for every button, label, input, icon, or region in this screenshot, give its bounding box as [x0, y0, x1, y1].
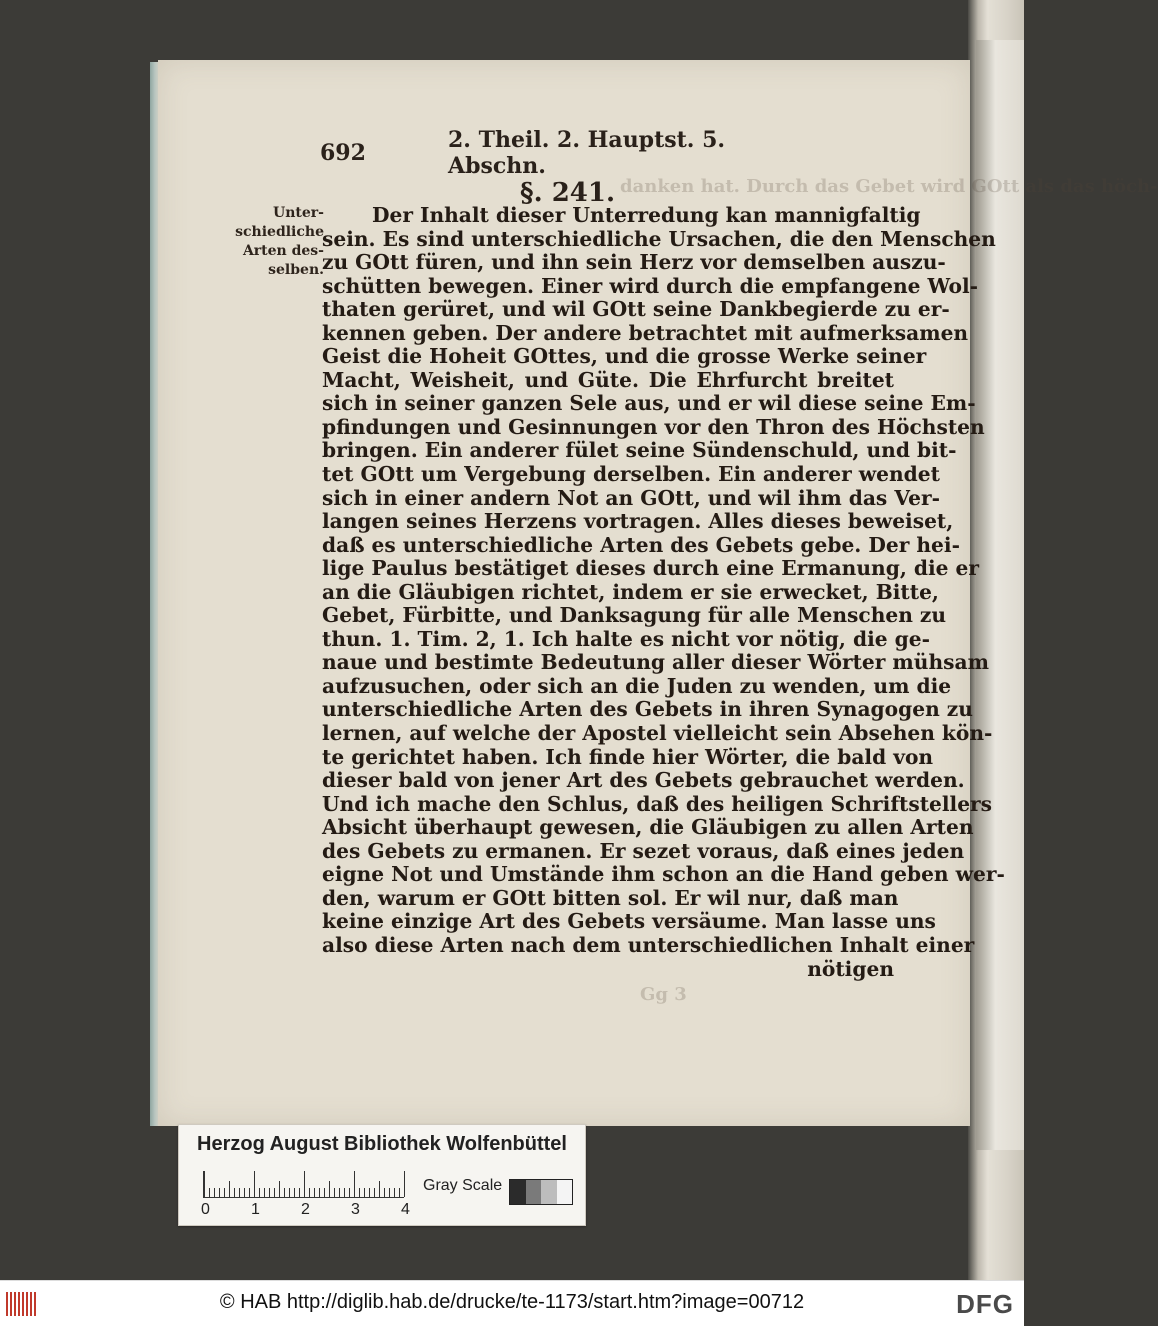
- footer-bar: [0, 1280, 1024, 1326]
- ruler-tick: [274, 1188, 275, 1197]
- marginal-note: [234, 204, 324, 280]
- ruler-tick: [204, 1171, 205, 1197]
- ruler-numbers: [197, 1201, 437, 1221]
- ruler-tick: [339, 1188, 340, 1197]
- text-line: Und ich mache den Schlus, daß des heiligen Schriftstellers: [322, 791, 993, 816]
- text-line: lige Paulus bestätiget dieses durch eine Ermanung, die er: [322, 556, 980, 581]
- text-line: schütten bewegen. Einer wird durch die empfangene Wol-: [322, 273, 979, 298]
- library-name: Herzog August Bibliothek Wolfenbüttel: [197, 1133, 567, 1155]
- dfg-logo: DFG: [956, 1289, 1014, 1319]
- body-text: [322, 203, 1005, 981]
- ruler-tick: [369, 1188, 370, 1197]
- footer-credit: © HAB http://diglib.hab.de/drucke/te-1173/start.htm?image=00712: [219, 1291, 805, 1313]
- section-heading: §. 241.: [520, 178, 616, 208]
- text-line: lernen, auf welche der Apostel vielleicht sein Absehen kön-: [322, 721, 993, 746]
- ruler-number: 3: [351, 1201, 360, 1218]
- running-header: [320, 127, 760, 179]
- scale-ruler: [203, 1171, 404, 1198]
- text-line: kennen geben. Der andere betrachtet mit aufmerksamen: [322, 320, 969, 345]
- ruler-tick: [344, 1188, 345, 1197]
- running-head: 2. Theil. 2. Hauptst. 5. Abschn.: [448, 127, 726, 179]
- gray-patch: [526, 1180, 542, 1204]
- text-line: also diese Arten nach dem unterschiedlichen Inhalt einer: [322, 932, 975, 957]
- text-line: daß es unterschiedliche Arten des Gebets gebe. Der hei-: [322, 532, 960, 557]
- text-line: aufzusuchen, oder sich an die Juden zu wenden, um die: [322, 673, 952, 698]
- ruler-tick: [404, 1171, 405, 1197]
- ruler-tick: [229, 1181, 230, 1197]
- text-line: pfindungen und Gesinnungen vor den Thron des Höchsten: [322, 414, 985, 439]
- text-line: dieser bald von jener Art des Gebets gebrauchet werden.: [322, 768, 965, 793]
- text-line: eigne Not und Umstände ihm schon an die Hand geben wer-: [322, 862, 1005, 887]
- ruler-tick: [239, 1188, 240, 1197]
- text-line: bringen. Ein anderer fület seine Sündenschuld, und bit-: [322, 438, 957, 463]
- gray-patch: [557, 1180, 573, 1204]
- ruler-tick: [304, 1171, 305, 1197]
- ruler-tick: [294, 1188, 295, 1197]
- gray-scale-label: Gray Scale: [423, 1177, 503, 1194]
- page-number: 692: [320, 140, 366, 166]
- text-line: des Gebets zu ermanen. Er sezet voraus, daß eines jeden: [322, 838, 965, 863]
- ruler-tick: [209, 1188, 210, 1197]
- ruler-tick: [284, 1188, 285, 1197]
- text-line: tet GOtt um Vergebung derselben. Ein anderer wendet: [322, 462, 940, 487]
- catchword: nötigen: [807, 956, 894, 981]
- text-line: sich in einer andern Not an GOtt, und wil ihm das Ver-: [322, 485, 940, 510]
- ruler-tick: [354, 1171, 355, 1197]
- text-line: an die Gläubigen richtet, indem er sie erwecket, Bitte,: [322, 579, 939, 604]
- text-line: te gerichtet haben. Ich finde hier Wörter, die bald von: [322, 744, 934, 769]
- text-line: sein. Es sind unterschiedliche Ursachen, die den Menschen: [322, 226, 996, 251]
- ruler-tick: [244, 1188, 245, 1197]
- ruler-tick: [334, 1188, 335, 1197]
- text-line: sich in seiner ganzen Sele aus, und er wil diese seine Em-: [322, 391, 976, 416]
- ruler-tick: [324, 1188, 325, 1197]
- ruler-tick: [299, 1188, 300, 1197]
- text-line: Gebet, Fürbitte, und Danksagung für alle Menschen zu: [322, 603, 947, 628]
- text-line: naue und bestimte Bedeutung aller dieser Wörter mühsam: [322, 650, 989, 675]
- text-line: thaten gerüret, und wil GOtt seine Dankbegierde zu er-: [322, 297, 950, 322]
- ruler-tick: [224, 1188, 225, 1197]
- text-line: Geist die Hoheit GOttes, und die grosse Werke seiner: [322, 344, 927, 369]
- ruler-tick: [254, 1171, 255, 1197]
- gray-patch: [510, 1180, 526, 1204]
- ruler-tick: [259, 1188, 260, 1197]
- ruler-number: 1: [251, 1201, 260, 1218]
- text-line: unterschiedliche Arten des Gebets in ihren Synagogen zu: [322, 697, 973, 722]
- text-line: den, warum er GOtt bitten sol. Er wil nur, daß man: [322, 885, 899, 910]
- ruler-tick: [359, 1188, 360, 1197]
- text-line: zu GOtt füren, und ihn sein Herz vor demselben auszu-: [322, 250, 946, 275]
- ruler-tick: [314, 1188, 315, 1197]
- ruler-tick: [349, 1188, 350, 1197]
- marginal-line: Unter-: [273, 205, 324, 221]
- ruler-tick: [389, 1188, 390, 1197]
- ruler-tick: [379, 1181, 380, 1197]
- ruler-tick: [249, 1188, 250, 1197]
- ruler-tick: [279, 1181, 280, 1197]
- text-line: thun. 1. Tim. 2, 1. Ich halte es nicht vor nötig, die ge-: [322, 626, 930, 651]
- ruler-number: 4: [401, 1201, 410, 1218]
- text-line: keine einzige Art des Gebets versäume. Man lasse uns: [322, 909, 936, 934]
- ruler-tick: [234, 1188, 235, 1197]
- ruler-tick: [384, 1188, 385, 1197]
- ruler-tick: [399, 1188, 400, 1197]
- marginal-line: selben.: [268, 262, 324, 278]
- ruler-tick: [289, 1188, 290, 1197]
- text-line: Der Inhalt dieser Unterredung kan mannigfaltig: [372, 203, 921, 227]
- marginal-line: Arten des-: [242, 243, 324, 259]
- gray-patch: [541, 1180, 557, 1204]
- gray-scale-patches: [509, 1179, 573, 1205]
- ruler-tick: [219, 1188, 220, 1197]
- ruler-tick: [319, 1188, 320, 1197]
- ruler-tick: [309, 1188, 310, 1197]
- ruler-tick: [364, 1188, 365, 1197]
- ruler-number: 0: [201, 1201, 210, 1218]
- color-calibration-card: [178, 1124, 586, 1226]
- ruler-number: 2: [301, 1201, 310, 1218]
- ruler-tick: [264, 1188, 265, 1197]
- text-line: langen seines Herzens vortragen. Alles dieses beweiset,: [322, 509, 954, 534]
- bleed-through-top: danken hat. Durch das Gebet wird GOtt als das höch-: [620, 176, 1158, 197]
- marginal-line: schiedliche: [235, 224, 324, 240]
- ruler-tick: [214, 1188, 215, 1197]
- ruler-tick: [374, 1188, 375, 1197]
- text-line: Absicht überhaupt gewesen, die Gläubigen zu allen Arten: [322, 815, 974, 840]
- bleed-through-bottom: Gg 3: [640, 984, 687, 1005]
- text-line: Macht, Weisheit, und Güte. Die Ehrfurcht breitet: [322, 367, 894, 392]
- ruler-tick: [394, 1188, 395, 1197]
- ruler-tick: [269, 1188, 270, 1197]
- ruler-tick: [329, 1181, 330, 1197]
